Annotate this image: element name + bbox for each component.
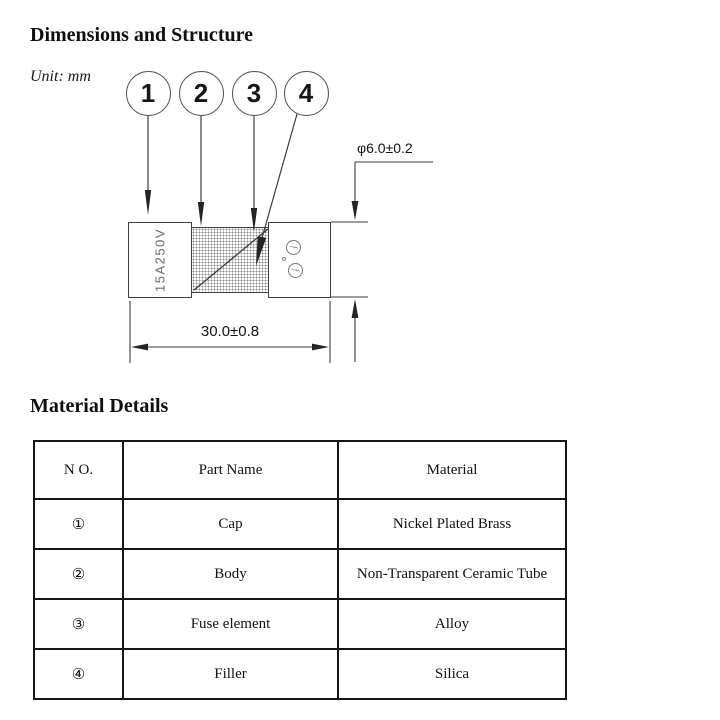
row-no: ① bbox=[34, 499, 123, 549]
row-material: Nickel Plated Brass bbox=[338, 499, 566, 549]
fuse-ceramic-body bbox=[191, 227, 270, 293]
row-material: Alloy bbox=[338, 599, 566, 649]
certification-glyph: ƒ bbox=[289, 245, 299, 250]
page-title: Dimensions and Structure bbox=[30, 24, 253, 46]
length-dimension-label: 30.0±0.8 bbox=[200, 323, 260, 340]
row-part: Cap bbox=[123, 499, 338, 549]
unit-label: Unit: mm bbox=[30, 68, 91, 85]
certification-glyph: ƒ bbox=[291, 268, 301, 273]
fuse-rating-marking: 15A250V bbox=[152, 228, 168, 292]
material-table bbox=[33, 440, 567, 700]
certification-mark-icon bbox=[286, 240, 301, 255]
fuse-right-cap bbox=[268, 222, 331, 298]
certification-mark-icon bbox=[288, 263, 303, 278]
row-material: Non-Transparent Ceramic Tube bbox=[338, 549, 566, 599]
header-no: N O. bbox=[34, 441, 123, 499]
callout-2: 2 bbox=[179, 71, 224, 116]
section-title-material: Material Details bbox=[30, 395, 169, 417]
row-no: ③ bbox=[34, 599, 123, 649]
table-row bbox=[34, 499, 566, 549]
table-row bbox=[34, 649, 566, 699]
header-part-name: Part Name bbox=[123, 441, 338, 499]
row-part: Filler bbox=[123, 649, 338, 699]
small-mark-icon bbox=[282, 257, 286, 261]
callout-3: 3 bbox=[232, 71, 277, 116]
row-material: Silica bbox=[338, 649, 566, 699]
table-row bbox=[34, 599, 566, 649]
callout-leader-lines bbox=[148, 114, 297, 238]
fuse-left-cap bbox=[128, 222, 192, 298]
row-part: Body bbox=[123, 549, 338, 599]
row-part: Fuse element bbox=[123, 599, 338, 649]
callout-4: 4 bbox=[284, 71, 329, 116]
table-header-row bbox=[34, 441, 566, 499]
row-no: ② bbox=[34, 549, 123, 599]
callout-1: 1 bbox=[126, 71, 171, 116]
diameter-dimension-label: φ6.0±0.2 bbox=[357, 140, 413, 156]
table-row bbox=[34, 549, 566, 599]
row-no: ④ bbox=[34, 649, 123, 699]
header-material: Material bbox=[338, 441, 566, 499]
